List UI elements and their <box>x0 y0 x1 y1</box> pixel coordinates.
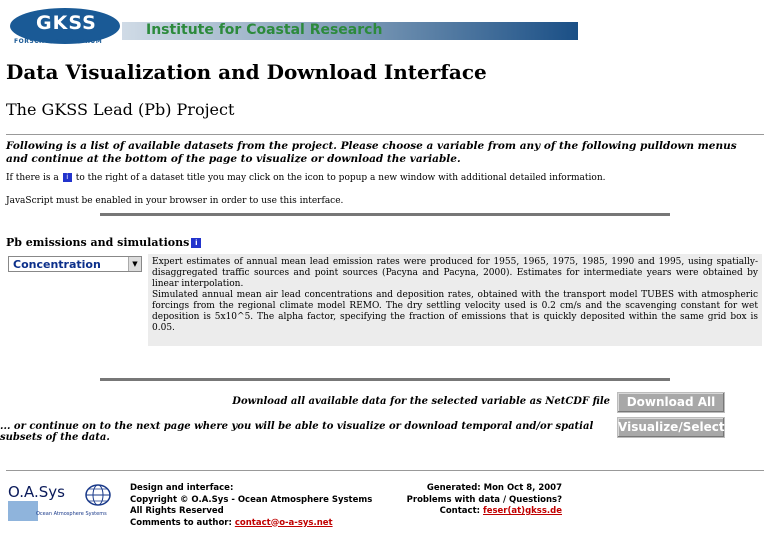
info-note-after: to the right of a dataset title you may click on the icon to popup a new window with additional detailed information. <box>75 173 606 183</box>
comments-label: Comments to author: <box>130 517 232 528</box>
info-note-before: If there is a <box>6 173 59 183</box>
oasys-logo-subtext: Ocean Atmosphere Systems <box>36 511 107 517</box>
visualize-select-button[interactable]: Visualize/Select <box>617 417 725 438</box>
footer-info <box>407 483 562 518</box>
dataset-title-text: Pb emissions and simulations <box>6 236 190 249</box>
variable-select-value: Concentration <box>13 258 101 271</box>
generated-date: Generated: Mon Oct 8, 2007 <box>426 483 562 493</box>
oasys-logo-text: O.A.Sys <box>8 483 65 501</box>
copyright: Copyright © O.A.Sys - Ocean Atmosphere Systems <box>130 494 373 505</box>
footer-credits <box>130 483 372 529</box>
design-label: Design and interface: <box>130 483 234 493</box>
page-subtitle: The GKSS Lead (Pb) Project <box>6 100 235 119</box>
description-paragraph: Expert estimates of annual mean lead emission rates were produced for 1955, 1965, 1975, 1985, 1990 and 1995, using spatially-disaggregated traffic sources and point sources (Pacyna and Pacyna, 2000). Estimates for intermediate years were obtained by linear interpolation. <box>152 257 758 289</box>
divider <box>100 213 670 216</box>
gkss-logo-subtext: FORSCHUNGSZENTRUM <box>14 38 103 45</box>
divider <box>6 134 764 135</box>
oasys-logo-bar <box>8 501 38 521</box>
contact-line <box>407 506 562 518</box>
javascript-note: JavaScript must be enabled in your browser in order to use this interface. <box>6 196 344 206</box>
institute-name: Institute for Coastal Research <box>146 22 383 38</box>
author-email-link[interactable]: contact@o-a-sys.net <box>234 517 333 528</box>
download-all-button[interactable]: Download All <box>617 392 725 413</box>
chevron-down-icon[interactable]: ▼ <box>128 257 141 271</box>
rights: All Rights Reserved <box>130 506 224 516</box>
dataset-title <box>6 236 201 249</box>
dataset-description <box>148 254 762 346</box>
globe-icon <box>84 483 112 507</box>
variable-select[interactable] <box>8 256 142 272</box>
oasys-logo <box>8 481 116 521</box>
info-icon: i <box>63 173 72 182</box>
problems-note: Problems with data / Questions? <box>406 494 562 505</box>
header-banner <box>10 8 570 46</box>
divider <box>6 470 764 471</box>
gkss-logo-text: GKSS <box>36 12 97 34</box>
description-paragraph: Simulated annual mean air lead concentrations and deposition rates, obtained with the transport model TUBES with atmospheric forcings from the regional climate model REMO. The dry settling velocity used is 0.2 cm/s and the scavenging constant for wet deposition is 5x10^5. The alpha factor, specifying the fraction of emissions that is quickly deposited within the same grid box is 0.05. <box>152 290 758 333</box>
info-note <box>6 173 606 183</box>
download-text: Download all available data for the selected variable as NetCDF file <box>232 396 610 407</box>
divider <box>100 378 670 381</box>
info-icon[interactable]: i <box>191 238 201 248</box>
contact-email-link[interactable]: feser(at)gkss.de <box>483 506 562 516</box>
page-title: Data Visualization and Download Interface <box>6 60 487 84</box>
comments-line <box>130 518 372 530</box>
contact-label: Contact: <box>439 506 481 516</box>
visualize-text: ... or continue on to the next page where you will be able to visualize or download temporal and/or spatial subsets of the data. <box>0 421 594 443</box>
intro-text: Following is a list of available datasets from the project. Please choose a variable from any of the following pulldown menus and continue at the bottom of the page to visualize or download the variable. <box>6 140 737 165</box>
